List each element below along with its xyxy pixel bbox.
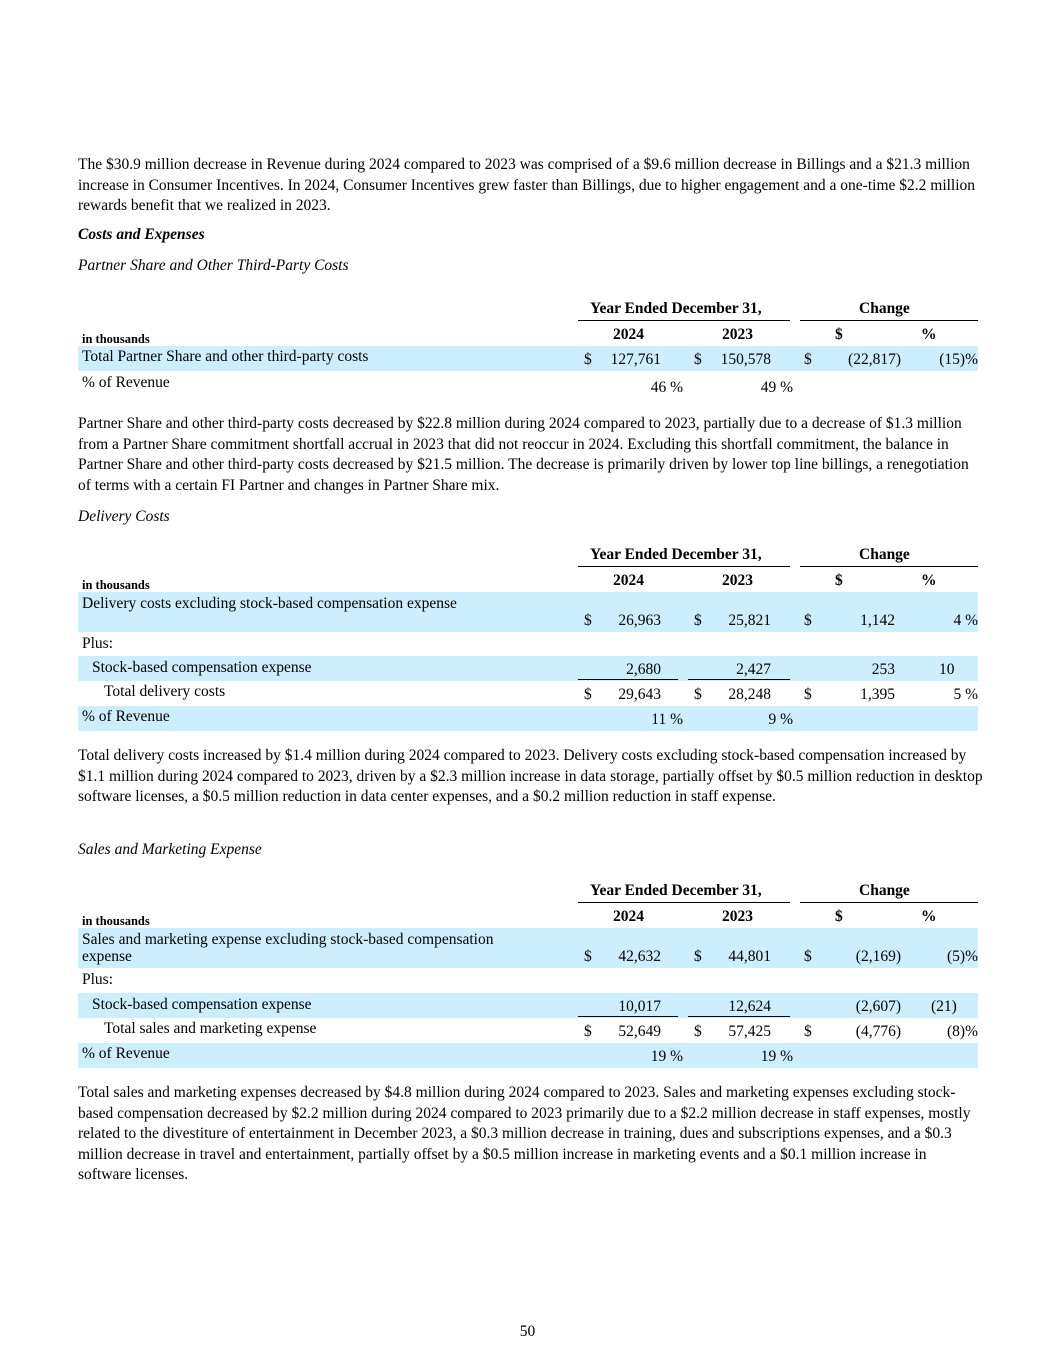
header-change: Change — [859, 300, 910, 317]
dollar-sign: $ — [804, 612, 812, 629]
table-row — [78, 656, 978, 681]
value-2023: 44,801 — [728, 948, 771, 965]
row-label: Plus: — [82, 635, 114, 652]
header-in-thousands: in thousands — [82, 332, 150, 346]
intro-paragraph: The $30.9 million decrease in Revenue during 2024 compared to 2023 was comprised of a $9.6 million decrease in Billings and a $21.3 million increase in Consumer Incentives. In 2024, Consumer Incentives grew faster than Billings, due to higher engagement and a one-time $2.2 million rewards benefit that we realized in 2023. — [78, 156, 976, 214]
header-change: Change — [859, 882, 910, 899]
value-2023: 57,425 — [728, 1023, 771, 1040]
dollar-sign: $ — [584, 1023, 592, 1040]
value-2024: 26,963 — [618, 612, 661, 629]
header-2024: 2024 — [613, 326, 644, 343]
value-percent: (8)% — [947, 1023, 978, 1040]
value-2024: 127,761 — [610, 351, 661, 368]
table-row — [78, 372, 978, 397]
partner-paragraph: Partner Share and other third-party costs decreased by $22.8 million during 2024 compared to 2023, partially due to a decrease of $1.3 million from a Partner Share commitment shortfall accrual in 2023 that did not reoccur in 2024. Excluding this shortfall commitment, the balance in Partner Share and other third-party costs decreased by $21.5 million. The decrease is primarily driven by lower top line billings, a renegotiation of terms with a certain FI Partner and changes in Partner Share mix. — [78, 415, 969, 494]
row-label: Total delivery costs — [104, 683, 226, 700]
value-2023: 9 % — [768, 711, 793, 728]
dollar-sign: $ — [694, 948, 702, 965]
table-row — [78, 681, 978, 706]
sales-paragraph: Total sales and marketing expenses decreased by $4.8 million during 2024 compared to 2023. Sales and marketing expenses excluding stock-based compensation decreased by $2.2 million during 2024 compared to 2023 primarily due to a $2.2 million decrease in staff expenses, mostly related to the divestiture of entertainment in December 2023, a $0.3 million decrease in training, dues and subscriptions expenses, and a $0.3 million decrease in travel and entertainment, partially offset by a $0.5 million increase in marketing events and a $0.1 million increase in software licenses. — [78, 1084, 971, 1183]
value-2024: 11 % — [651, 711, 683, 728]
value-change: 1,142 — [860, 612, 895, 629]
page-number: 50 — [519, 1323, 536, 1340]
dollar-sign: $ — [584, 351, 592, 368]
value-2023: 28,248 — [728, 686, 771, 703]
row-label-continued: expense — [82, 948, 132, 965]
dollar-sign: $ — [584, 686, 592, 703]
table-row — [78, 1043, 978, 1068]
table-row — [78, 632, 978, 656]
partner-table-title: Partner Share and Other Third-Party Costs — [78, 257, 349, 274]
header-2024: 2024 — [613, 908, 644, 925]
table-row — [78, 968, 978, 993]
table-row — [78, 993, 978, 1018]
value-change: 253 — [871, 661, 895, 678]
dollar-sign: $ — [694, 1023, 702, 1040]
header-2024: 2024 — [613, 572, 644, 589]
value-change: 1,395 — [860, 686, 895, 703]
dollar-sign: $ — [584, 948, 592, 965]
header-year-ended: Year Ended December 31, — [590, 300, 762, 317]
value-percent: 5 % — [953, 686, 978, 703]
value-2024: 19 % — [650, 1048, 683, 1065]
header-in-thousands: in thousands — [82, 914, 150, 928]
value-percent: (15)% — [939, 351, 978, 368]
header-dollar: $ — [835, 908, 843, 925]
dollar-sign: $ — [804, 948, 812, 965]
row-label: Plus: — [82, 971, 114, 988]
header-year-ended: Year Ended December 31, — [590, 882, 762, 899]
value-2024: 46 % — [650, 379, 683, 396]
dollar-sign: $ — [694, 686, 702, 703]
value-percent: 4 % — [953, 612, 978, 629]
value-2024: 10,017 — [618, 998, 661, 1015]
header-change: Change — [859, 546, 910, 563]
value-change: (4,776) — [855, 1023, 901, 1040]
value-percent: (21) — [931, 998, 957, 1015]
value-2023: 150,578 — [720, 351, 771, 368]
header-percent: % — [921, 326, 937, 343]
row-label: Total sales and marketing expense — [104, 1020, 317, 1037]
delivery-paragraph: Total delivery costs increased by $1.4 million during 2024 compared to 2023. Delivery costs excluding stock-based compensation increased by $1.1 million during 2024 compared to 2023, driven by a $2.3 million increase in data storage, partially offset by $0.5 million reduction in desktop software licenses, a $0.5 million reduction in data center expenses, and a $0.2 million reduction in staff expense. — [78, 747, 983, 805]
value-change: (2,607) — [855, 998, 901, 1015]
dollar-sign: $ — [804, 1023, 812, 1040]
value-2023: 2,427 — [736, 661, 771, 678]
delivery-costs-table — [78, 544, 978, 734]
row-label: Sales and marketing expense excluding stock-based compensation — [82, 931, 494, 948]
header-2023: 2023 — [722, 326, 753, 343]
value-2023: 25,821 — [728, 612, 771, 629]
value-2024: 2,680 — [626, 661, 661, 678]
header-year-ended: Year Ended December 31, — [590, 546, 762, 563]
row-label: Stock-based compensation expense — [92, 659, 312, 676]
section-heading: Costs and Expenses — [78, 226, 205, 243]
header-in-thousands: in thousands — [82, 578, 150, 592]
table-row — [78, 706, 978, 731]
value-change: (22,817) — [848, 351, 901, 368]
dollar-sign: $ — [804, 351, 812, 368]
sales-table-title: Sales and Marketing Expense — [78, 841, 262, 858]
header-dollar: $ — [835, 326, 843, 343]
value-2023: 12,624 — [728, 998, 771, 1015]
table-row — [78, 592, 978, 632]
dollar-sign: $ — [694, 351, 702, 368]
sales-marketing-table — [78, 880, 978, 1070]
value-percent: (5)% — [947, 948, 978, 965]
table-row — [78, 346, 978, 371]
row-label: Delivery costs excluding stock-based compensation expense — [82, 595, 457, 612]
table-row — [78, 1018, 978, 1043]
dollar-sign: $ — [694, 612, 702, 629]
row-label: Total Partner Share and other third-party costs — [82, 348, 369, 365]
row-label: Stock-based compensation expense — [92, 996, 312, 1013]
row-label: % of Revenue — [82, 374, 170, 391]
header-2023: 2023 — [722, 908, 753, 925]
value-change: (2,169) — [855, 948, 901, 965]
value-2024: 52,649 — [618, 1023, 661, 1040]
value-2024: 42,632 — [618, 948, 661, 965]
header-2023: 2023 — [722, 572, 753, 589]
value-2023: 19 % — [760, 1048, 793, 1065]
partner-share-table — [78, 298, 978, 398]
value-2024: 29,643 — [618, 686, 661, 703]
table-row — [78, 928, 978, 968]
header-percent: % — [921, 572, 937, 589]
value-2023: 49 % — [760, 379, 793, 396]
value-percent: 10 — [939, 661, 955, 678]
header-percent: % — [921, 908, 937, 925]
dollar-sign: $ — [584, 612, 592, 629]
delivery-table-title: Delivery Costs — [78, 508, 170, 525]
dollar-sign: $ — [804, 686, 812, 703]
row-label: % of Revenue — [82, 708, 170, 725]
header-dollar: $ — [835, 572, 843, 589]
row-label: % of Revenue — [82, 1045, 170, 1062]
